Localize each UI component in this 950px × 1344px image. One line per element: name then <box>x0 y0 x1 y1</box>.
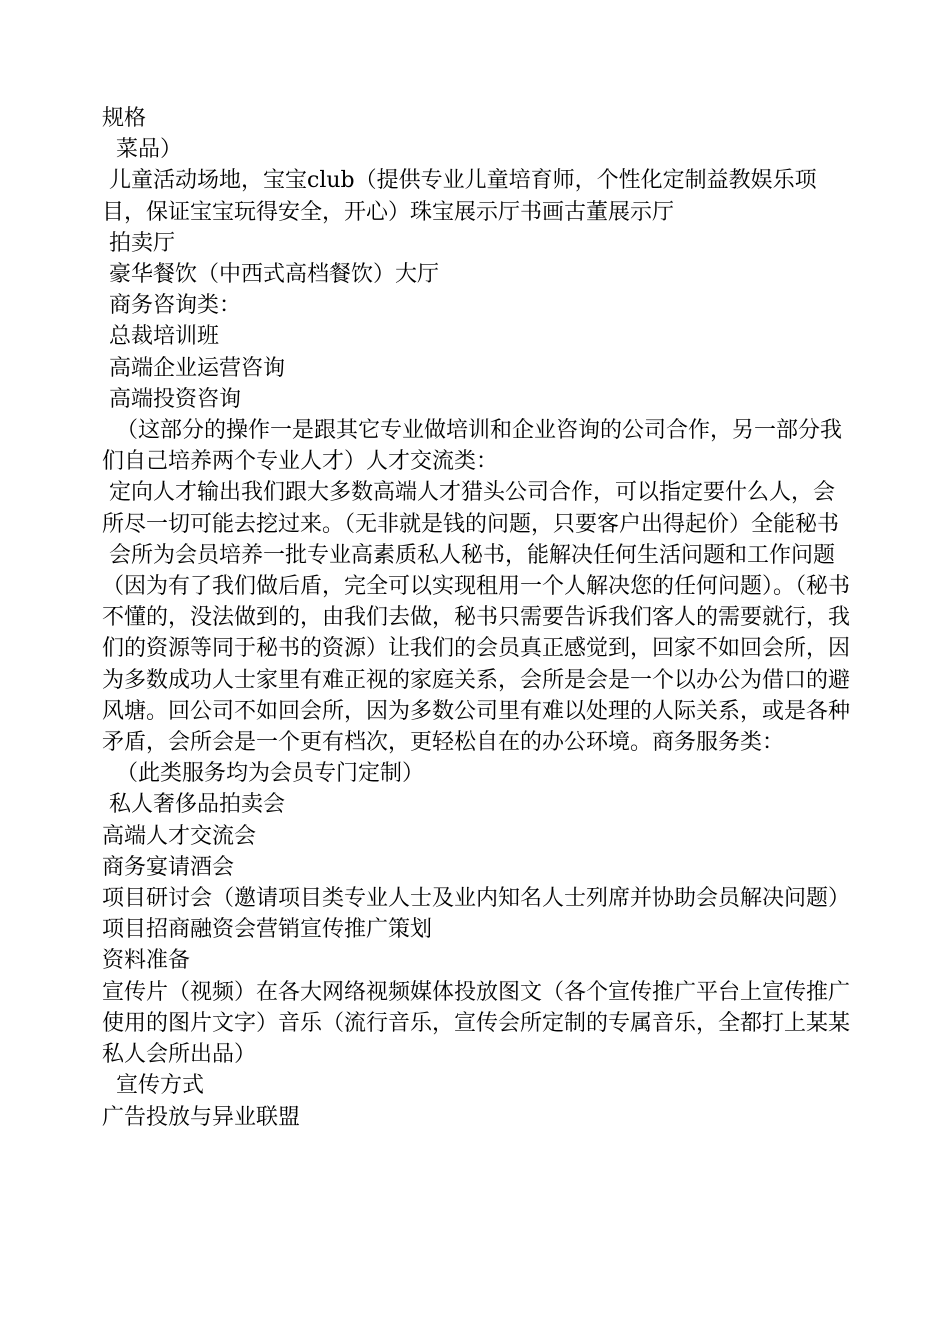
document-body <box>102 103 854 1133</box>
text-line: 商务咨询类： <box>102 293 242 319</box>
text-paragraph: 会所为会员培养一批专业高素质私人秘书，能解决任何生活问题和工作问题（因为有了我们做后盾，完全可以实现租用一个人解决您的任何问题）。（秘书不懂的，没法做到的，由我们去做，秘书只需要告诉我们客人的需要就行，我们的资源等同于秘书的资源）让我们的会员真正感觉到，回家不如回会所，因为多数成功人士家里有难正视的家庭关系，会所是会是一个以办公为借口的避风塘。回公司不如回会所，因为多数公司里有难以处理的人际关系，或是各种矛盾，会所会是一个更有档次，更轻松自在的办公环境。商务服务类： <box>102 542 851 756</box>
text-line: 拍卖厅 <box>102 230 176 256</box>
text-line: 高端投资咨询 <box>102 386 242 412</box>
text-line: 项目招商融资会营销宣传推广策划 <box>102 917 433 943</box>
text-line: 规格 <box>102 106 147 131</box>
text-line: 商务宴请酒会 <box>102 854 235 880</box>
text-line: 高端人才交流会 <box>102 823 257 849</box>
text-paragraph: 儿童活动场地，宝宝club（提供专业儿童培育师，个性化定制益教娱乐项目，保证宝宝玩得安全，开心）珠宝展示厅书画古董展示厅 <box>102 168 817 225</box>
text-paragraph: 项目研讨会（邀请项目类专业人士及业内知名人士列席并协助会员解决问题） <box>102 886 851 912</box>
text-line: 总裁培训班 <box>102 324 220 350</box>
text-line: 资料准备 <box>102 948 191 974</box>
text-line: 高端企业运营咨询 <box>102 355 286 381</box>
text-line: 广告投放与异业联盟 <box>102 1104 301 1130</box>
text-line: （此类服务均为会员专门定制） <box>102 761 425 787</box>
text-paragraph: （这部分的操作一是跟其它专业做培训和企业咨询的公司合作，另一部分我们自己培养两个专业人才）人才交流类： <box>102 418 843 475</box>
text-line: 豪华餐饮（中西式高档餐饮）大厅 <box>102 262 440 288</box>
text-paragraph: 宣传片（视频）在各大网络视频媒体投放图文（各个宣传推广平台上宣传推广使用的图片文字）音乐（流行音乐，宣传会所定制的专属音乐，全都打上某某私人会所出品） <box>102 979 851 1068</box>
text-line: 菜品） <box>102 137 183 163</box>
text-paragraph: 定向人才输出我们跟大多数高端人才猎头公司合作，可以指定要什么人，会所尽一切可能去挖过来。（无非就是钱的问题，只要客户出得起价）全能秘书 <box>102 480 840 537</box>
text-line: 宣传方式 <box>102 1073 205 1099</box>
text-line: 私人奢侈品拍卖会 <box>102 792 286 818</box>
